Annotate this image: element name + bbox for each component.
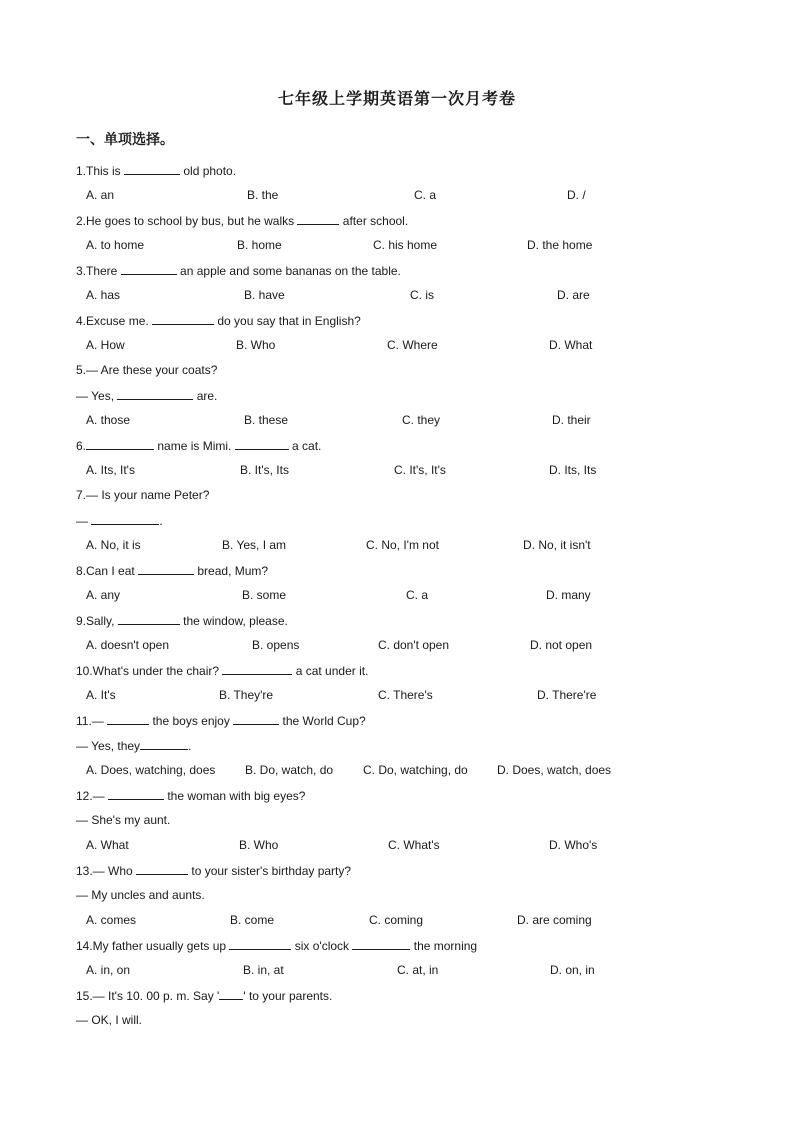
- option-b[interactable]: B. They're: [219, 688, 274, 702]
- question-stem-text: 9.Sally,: [76, 614, 118, 628]
- question-reply: [76, 812, 170, 828]
- option-c[interactable]: C. Do, watching, do: [363, 763, 468, 777]
- answer-blank[interactable]: [140, 737, 188, 750]
- question-reply-text: — My uncles and aunts.: [76, 888, 205, 902]
- option-a[interactable]: A. No, it is: [86, 538, 141, 552]
- question-stem: [76, 362, 217, 378]
- question-stem-text: do you say that in English?: [214, 314, 361, 328]
- option-a[interactable]: A. How: [86, 338, 125, 352]
- question-stem-text: 11.—: [76, 714, 108, 728]
- option-a[interactable]: A. What: [86, 838, 129, 852]
- question-stem-text: 12.—: [76, 789, 109, 803]
- option-d[interactable]: D. There're: [537, 688, 597, 702]
- answer-blank[interactable]: [219, 987, 243, 1000]
- question-stem: [76, 562, 268, 579]
- question-stem-text: 6.: [76, 439, 87, 453]
- section-title: 一、单项选择。: [76, 132, 174, 148]
- option-c[interactable]: C. There's: [378, 688, 433, 702]
- option-c[interactable]: C. It's, It's: [394, 463, 446, 477]
- question-reply-text: — She's my aunt.: [76, 813, 171, 827]
- question-stem: [76, 487, 209, 503]
- option-b[interactable]: B. these: [244, 413, 289, 427]
- option-b[interactable]: B. It's, Its: [240, 463, 289, 477]
- option-a[interactable]: A. to home: [86, 238, 145, 252]
- option-a[interactable]: A. doesn't open: [86, 638, 170, 652]
- question-stem: [76, 162, 236, 179]
- question-stem-text: the World Cup?: [279, 714, 366, 728]
- option-d[interactable]: D. What: [549, 338, 593, 352]
- option-b[interactable]: B. in, at: [243, 963, 284, 977]
- question-stem-text: 2.He goes to school by bus, but he walks: [76, 214, 298, 228]
- question-stem-text: after school.: [339, 214, 409, 228]
- option-d[interactable]: D. on, in: [550, 963, 595, 977]
- answer-blank[interactable]: [121, 262, 177, 275]
- answer-blank[interactable]: [222, 662, 292, 675]
- question-stem-text: name is Mimi.: [154, 439, 235, 453]
- option-c[interactable]: C. at, in: [397, 963, 439, 977]
- option-c[interactable]: C. is: [410, 288, 434, 302]
- option-b[interactable]: B. Yes, I am: [222, 538, 287, 552]
- option-a[interactable]: A. any: [86, 588, 121, 602]
- option-b[interactable]: B. Who: [236, 338, 276, 352]
- option-c[interactable]: C. a: [414, 188, 437, 202]
- question-stem-text: 10.What's under the chair?: [76, 664, 223, 678]
- answer-blank[interactable]: [152, 312, 214, 325]
- answer-blank[interactable]: [117, 387, 193, 400]
- option-c[interactable]: C. don't open: [378, 638, 450, 652]
- answer-blank[interactable]: [124, 162, 180, 175]
- option-c[interactable]: C. No, I'm not: [366, 538, 439, 552]
- question-reply-text: — Yes, they: [76, 739, 141, 753]
- question-stem: [76, 312, 361, 329]
- answer-blank[interactable]: [233, 712, 279, 725]
- option-b[interactable]: B. come: [230, 913, 275, 927]
- question-reply: [76, 737, 191, 754]
- option-c[interactable]: C. they: [402, 413, 441, 427]
- option-d[interactable]: D. not open: [530, 638, 593, 652]
- answer-blank[interactable]: [108, 787, 164, 800]
- option-a[interactable]: A. Does, watching, does: [86, 763, 216, 777]
- option-a[interactable]: A. has: [86, 288, 121, 302]
- option-b[interactable]: B. Who: [239, 838, 279, 852]
- option-c[interactable]: C. coming: [369, 913, 424, 927]
- answer-blank[interactable]: [235, 437, 289, 450]
- option-d[interactable]: D. /: [567, 188, 586, 202]
- question-reply: [76, 887, 205, 903]
- question-reply: [76, 1012, 142, 1028]
- question-stem-text: to your sister's birthday party?: [188, 864, 352, 878]
- question-stem: [76, 787, 305, 804]
- question-stem-text: 13.— Who: [76, 864, 137, 878]
- option-b[interactable]: B. some: [242, 588, 287, 602]
- question-stem: [76, 862, 351, 879]
- option-a[interactable]: A. in, on: [86, 963, 131, 977]
- option-c[interactable]: C. his home: [373, 238, 438, 252]
- option-a[interactable]: A. comes: [86, 913, 137, 927]
- answer-blank[interactable]: [138, 562, 194, 575]
- question-stem-text: the woman with big eyes?: [164, 789, 306, 803]
- question-stem-text: a cat.: [288, 439, 322, 453]
- question-stem-text: the window, please.: [179, 614, 288, 628]
- answer-blank[interactable]: [118, 612, 180, 625]
- question-stem: [76, 437, 321, 454]
- option-c[interactable]: C. Where: [387, 338, 438, 352]
- option-d[interactable]: D. Its, Its: [549, 463, 597, 477]
- option-d[interactable]: D. the home: [527, 238, 593, 252]
- question-stem: [76, 262, 401, 279]
- answer-blank[interactable]: [297, 212, 339, 225]
- question-reply-text: are.: [193, 389, 218, 403]
- option-d[interactable]: D. are: [557, 288, 590, 302]
- question-stem-text: 5.— Are these your coats?: [76, 363, 218, 377]
- question-stem-text: 4.Excuse me.: [76, 314, 153, 328]
- option-d[interactable]: D. No, it isn't: [523, 538, 591, 552]
- question-stem: [76, 612, 288, 629]
- option-c[interactable]: C. What's: [388, 838, 440, 852]
- question-reply-text: — OK, I will.: [76, 1013, 143, 1027]
- question-stem-text: old photo.: [180, 164, 237, 178]
- question-stem: [76, 712, 366, 729]
- answer-blank[interactable]: [229, 937, 291, 950]
- question-stem: [76, 937, 477, 954]
- question-stem-text: bread, Mum?: [194, 564, 269, 578]
- question-stem: [76, 987, 332, 1004]
- option-c[interactable]: C. a: [406, 588, 429, 602]
- question-stem-text: the morning: [410, 939, 478, 953]
- answer-blank[interactable]: [86, 437, 154, 450]
- question-stem: [76, 662, 368, 679]
- question-stem: [76, 212, 408, 229]
- question-reply: [76, 512, 163, 529]
- question-stem-text: 3.There: [76, 264, 121, 278]
- question-stem-text: six o'clock: [291, 939, 353, 953]
- question-stem-text: 15.— It's 10. 00 p. m. Say ': [76, 989, 220, 1003]
- question-reply-text: — Yes,: [76, 389, 118, 403]
- question-stem-text: an apple and some bananas on the table.: [176, 264, 401, 278]
- question-stem-text: the boys enjoy: [149, 714, 234, 728]
- answer-blank[interactable]: [91, 512, 159, 525]
- question-stem-text: 8.Can I eat: [76, 564, 139, 578]
- option-a[interactable]: A. those: [86, 413, 131, 427]
- option-a[interactable]: A. It's: [86, 688, 116, 702]
- question-stem-text: 14.My father usually gets up: [76, 939, 230, 953]
- question-reply-text: .: [159, 514, 163, 528]
- answer-blank[interactable]: [136, 862, 188, 875]
- answer-blank[interactable]: [352, 937, 410, 950]
- option-a[interactable]: A. Its, It's: [86, 463, 135, 477]
- option-a[interactable]: A. an: [86, 188, 115, 202]
- option-d[interactable]: D. Who's: [549, 838, 598, 852]
- answer-blank[interactable]: [107, 712, 149, 725]
- option-b[interactable]: B. the: [247, 188, 279, 202]
- question-stem-text: a cat under it.: [292, 664, 369, 678]
- question-stem-text: 7.— Is your name Peter?: [76, 488, 210, 502]
- option-d[interactable]: D. many: [546, 588, 591, 602]
- option-b[interactable]: B. have: [244, 288, 285, 302]
- option-d[interactable]: D. Does, watch, does: [497, 763, 612, 777]
- option-d[interactable]: D. their: [552, 413, 591, 427]
- question-reply: [76, 387, 217, 404]
- question-stem-text: 1.This is: [76, 164, 125, 178]
- option-b[interactable]: B. opens: [252, 638, 300, 652]
- option-d[interactable]: D. are coming: [517, 913, 592, 927]
- question-reply-text: .: [188, 739, 192, 753]
- question-stem-text: ' to your parents.: [243, 989, 333, 1003]
- question-reply-text: —: [76, 514, 92, 528]
- option-b[interactable]: B. home: [237, 238, 282, 252]
- page-title: 七年级上学期英语第一次月考卷: [277, 89, 516, 108]
- option-b[interactable]: B. Do, watch, do: [245, 763, 334, 777]
